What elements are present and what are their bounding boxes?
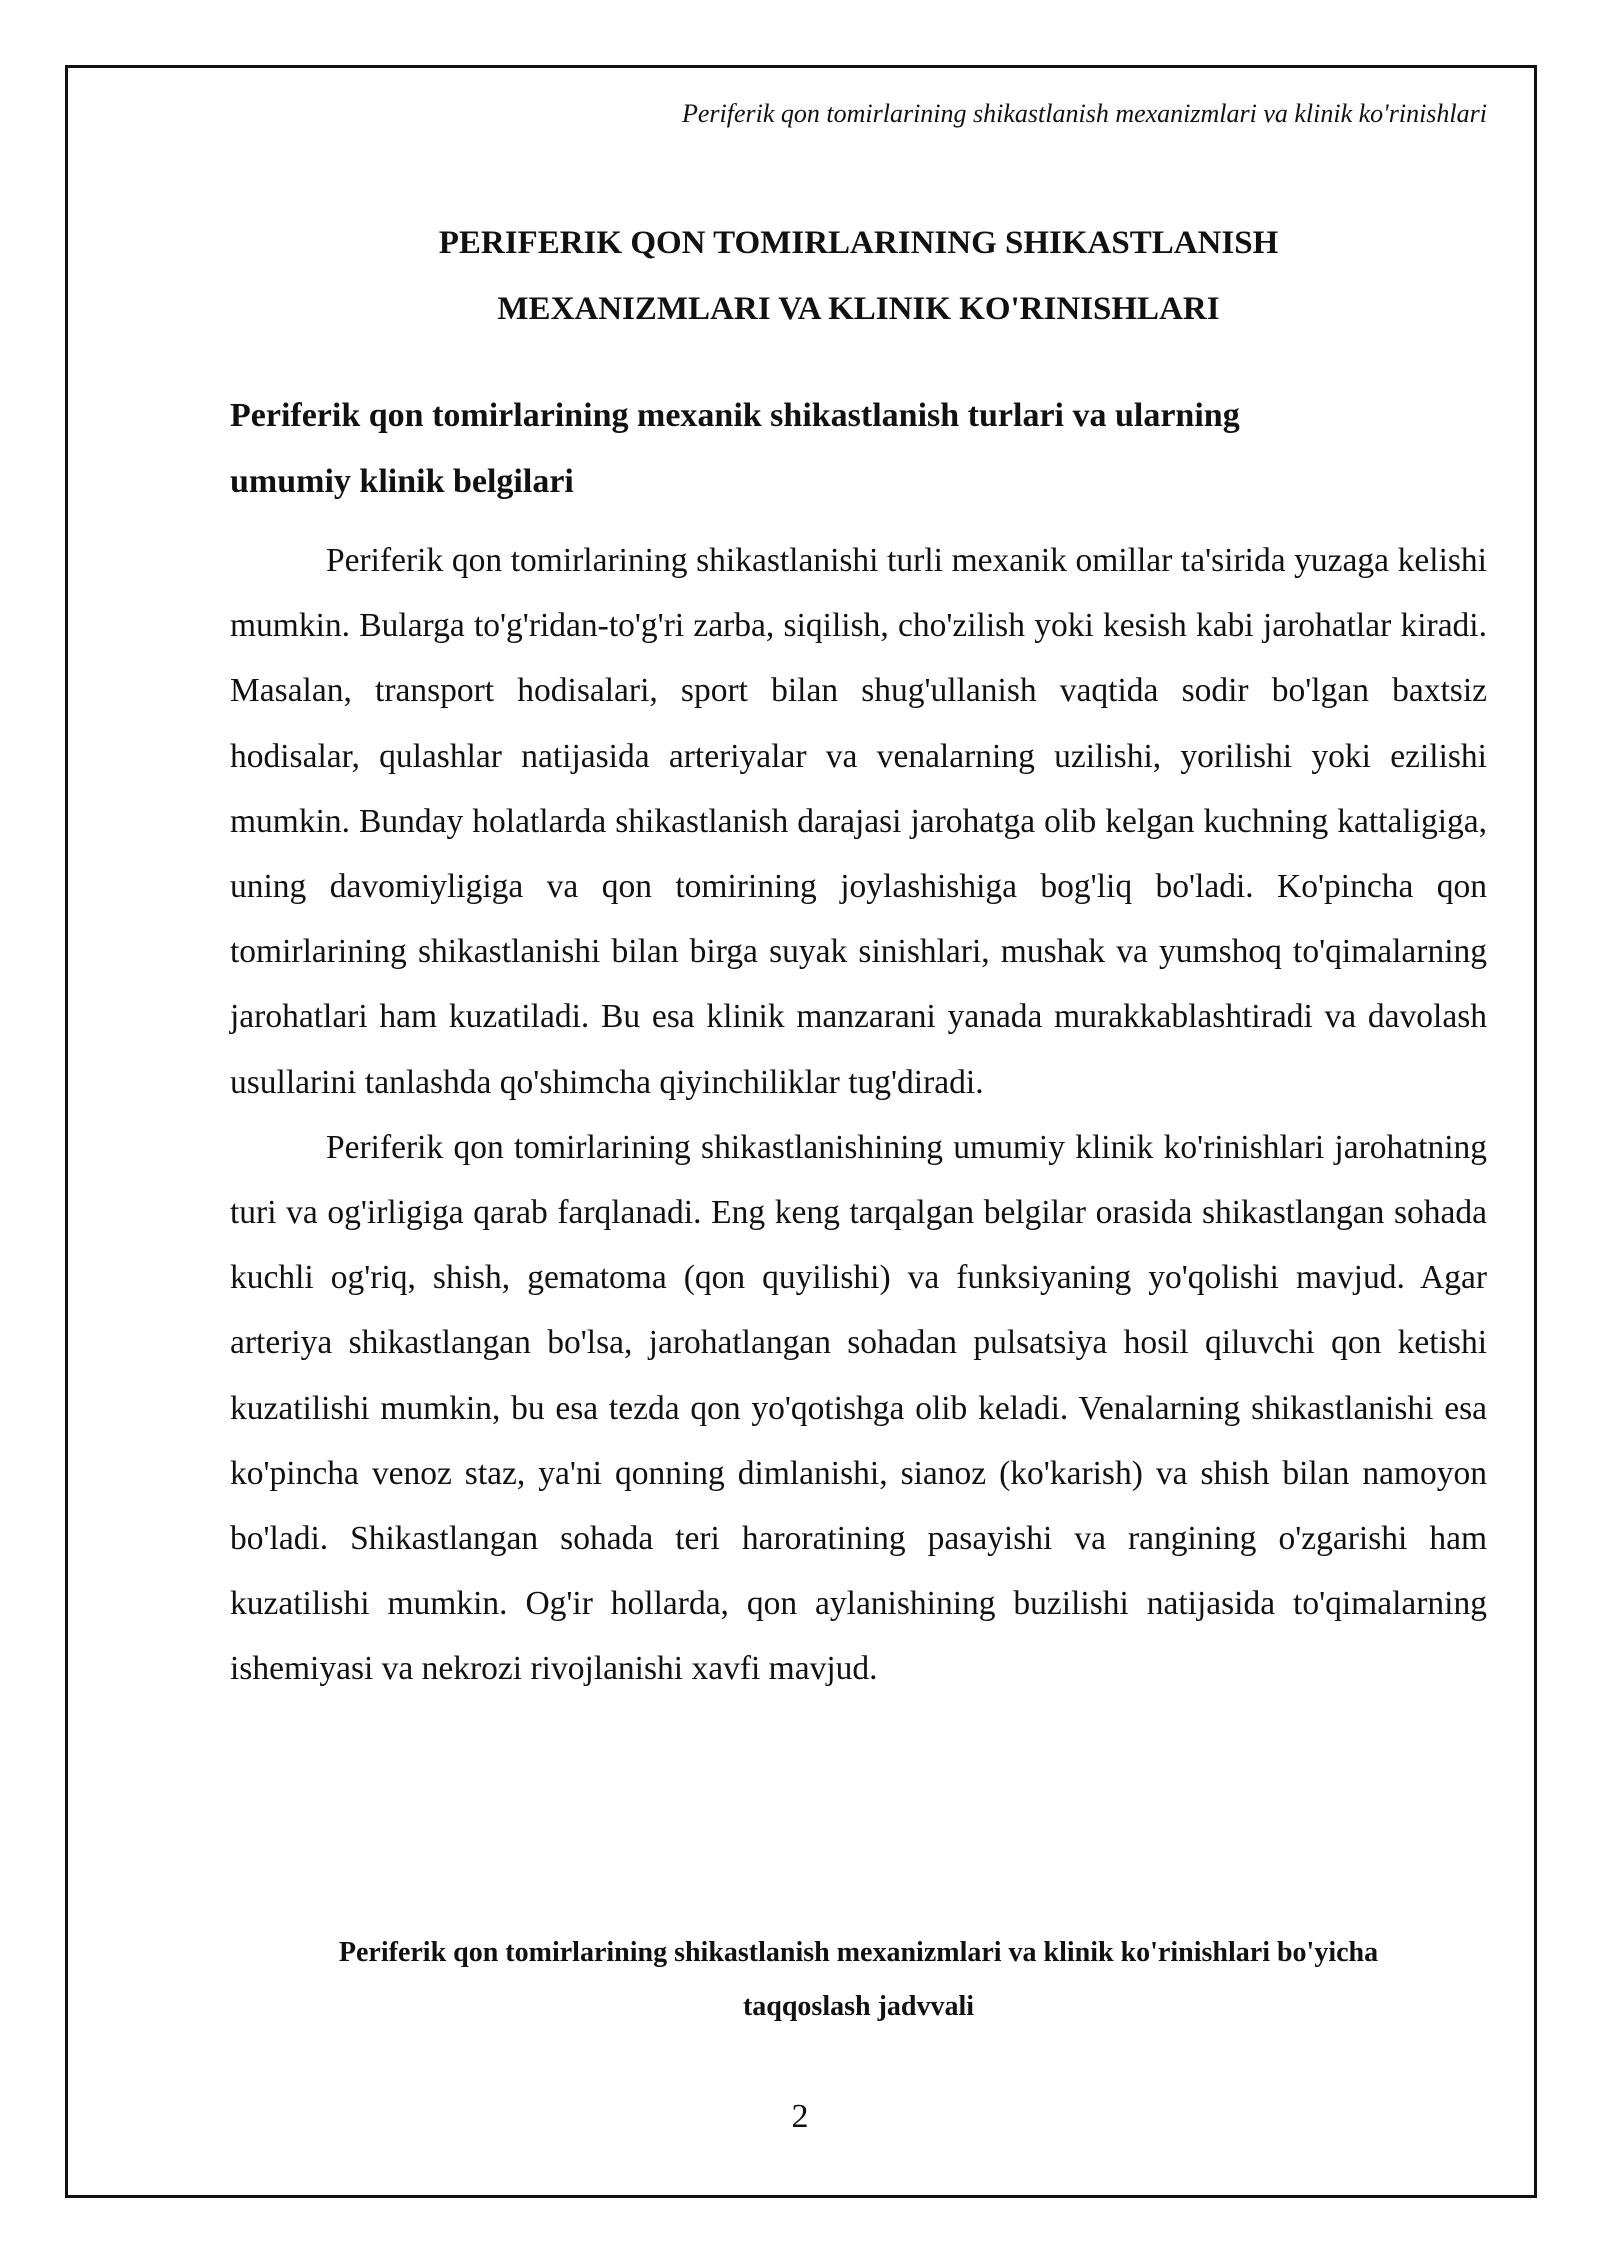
page-number: 2 [791, 2098, 809, 2135]
section-heading [230, 383, 1487, 515]
running-header: Periferik qon tomirlarining shikastlanish mexanizmlari va klinik ko'rinishlari [681, 99, 1487, 128]
paragraph-1: Periferik qon tomirlarining shikastlanishi turli mexanik omillar ta'sirida yuzaga kelishi mumkin. Bularga to'g'ridan-to'g'ri zarba, siqilish, cho'zilish yoki kesish kabi jarohatlar kiradi. Masalan, transport hodisalari, sport bilan shug'ullanish vaqtida sodir bo'lgan baxtsiz hodisalar, qulashlar natijasida arteriyalar va venalarning uzilishi, yorilishi yoki ezilishi mumkin. Bunday holatlarda shikastlanish darajasi jarohatga olib kelgan kuchning kattaligiga, uning davomiyligiga va qon tomirining joylashishiga bog'liq bo'ladi. Ko'pincha qon tomirlarining shikastlanishi bilan birga suyak sinishlari, mushak va yumshoq to'qimalarning jarohatlari ham kuzatiladi. Bu esa klinik manzarani yanada murakkablashtiradi va davolash usullarini tanlashda qo'shimcha qiyinchiliklar tug'diradi. [230, 542, 1487, 1101]
body-text [230, 528, 1487, 1702]
document-title-line-2: MEXANIZMLARI VA KLINIK KO'RINISHLARI [497, 291, 1220, 327]
table-caption-line-1: Periferik qon tomirlarining shikastlanish mexanizmlari va klinik ko'rinishlari bo'yicha [338, 1937, 1379, 1968]
table-caption-line-2: taqqoslash jadvvali [742, 1991, 975, 2022]
paragraph-2: Periferik qon tomirlarining shikastlanishining umumiy klinik ko'rinishlari jarohatning turi va og'irligiga qarab farqlanadi. Eng keng tarqalgan belgilar orasida shikastlangan sohada kuchli og'riq, shish, gematoma (qon quyilishi) va funksiyaning yo'qolishi mavjud. Agar arteriya shikastlangan bo'lsa, jarohatlangan sohadan pulsatsiya hosil qiluvchi qon ketishi kuzatilishi mumkin, bu esa tezda qon yo'qotishga olib keladi. Venalarning shikastlanishi esa ko'pincha venoz staz, ya'ni qonning dimlanishi, sianoz (ko'karish) va shish bilan namoyon bo'ladi. Shikastlangan sohada teri haroratining pasayishi va rangining o'zgarishi ham kuzatilishi mumkin. Og'ir hollarda, qon aylanishining buzilishi natijasida to'qimalarning ishemiyasi va nekrozi rivojlanishi xavfi mavjud. [230, 1128, 1487, 1688]
document-title [230, 210, 1487, 342]
section-heading-line-2: umumiy klinik belgilari [230, 463, 574, 500]
table-caption [230, 1926, 1487, 2034]
section-heading-line-1: Periferik qon tomirlarining mexanik shikastlanish turlari va ularning [230, 397, 1240, 434]
document-title-line-1: PERIFERIK QON TOMIRLARINING SHIKASTLANISH [438, 225, 1279, 261]
